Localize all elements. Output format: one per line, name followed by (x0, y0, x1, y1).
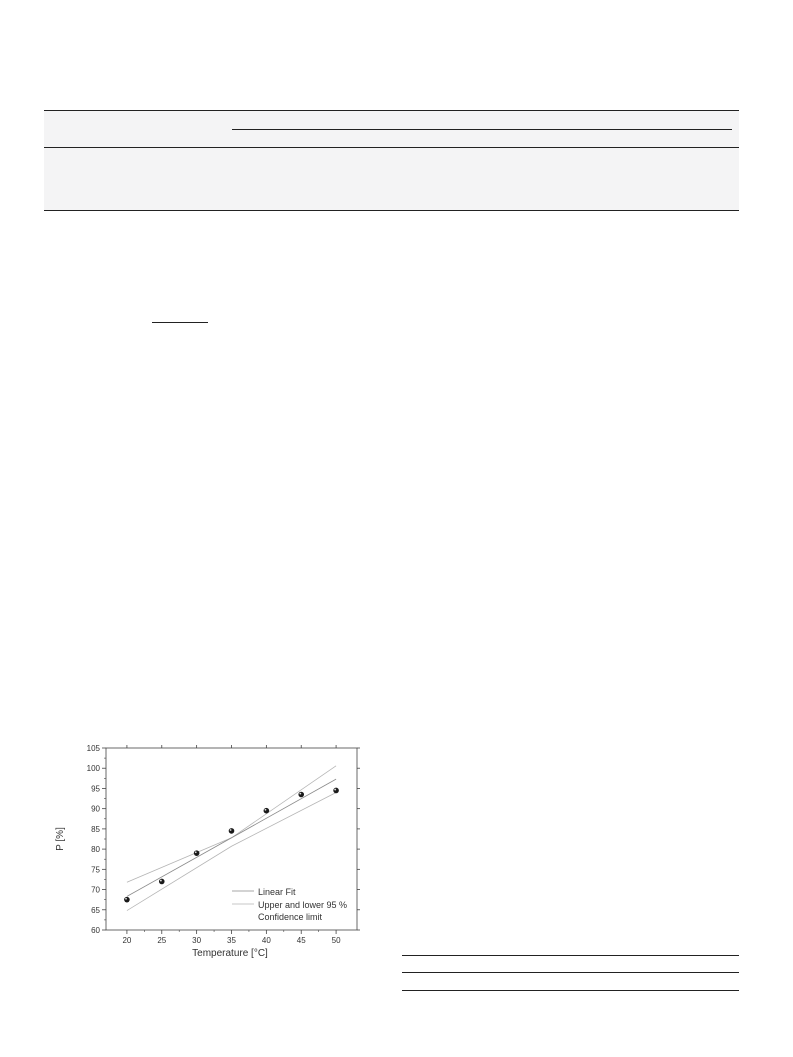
x-tick-label: 45 (296, 936, 306, 945)
data-point (124, 897, 130, 903)
y-tick-label: 90 (91, 804, 100, 814)
data-point (264, 808, 270, 814)
x-tick-label: 25 (157, 936, 167, 945)
table-top-rule (44, 110, 739, 111)
chart-points (124, 788, 339, 903)
legend-label-fit: Linear Fit (258, 887, 296, 897)
small-table-bottom-rule (402, 990, 739, 991)
table-bottom-rule (44, 210, 739, 211)
legend-label-confidence: Upper and lower 95 % (258, 900, 348, 910)
upper-95-confidence-line (127, 766, 336, 882)
data-point (159, 879, 165, 885)
chart-lines (127, 766, 336, 911)
data-point-highlight (265, 809, 267, 811)
small-table-top-rule (402, 955, 739, 956)
linear-fit-line (127, 779, 336, 896)
data-point-highlight (334, 789, 336, 791)
regression-chart (52, 735, 362, 965)
y-tick-label: 70 (91, 885, 100, 895)
y-tick-label: 75 (91, 865, 100, 875)
small-table-header-rule (402, 972, 739, 973)
x-tick-label: 30 (192, 936, 202, 945)
data-point (194, 850, 200, 856)
data-point (333, 788, 339, 794)
table-header-band (44, 110, 739, 210)
data-point (298, 792, 304, 798)
x-tick-label: 35 (227, 936, 236, 945)
y-tick-label: 85 (91, 824, 100, 834)
x-tick-label: 20 (122, 936, 132, 945)
data-point-highlight (195, 851, 197, 853)
y-tick-label: 60 (91, 926, 100, 935)
data-point-highlight (299, 793, 301, 795)
y-tick-label: 95 (91, 784, 100, 794)
data-point-highlight (125, 898, 127, 900)
x-tick-label: 50 (331, 936, 341, 945)
y-tick-label: 100 (86, 764, 100, 774)
data-point (229, 828, 235, 834)
legend-label-confidence-cont: Confidence limit (258, 912, 323, 922)
data-point-highlight (230, 829, 232, 831)
y-tick-label: 105 (86, 744, 100, 753)
x-axis-label: Temperature [°C] (192, 948, 268, 959)
data-point-highlight (160, 880, 162, 882)
chart-legend (232, 887, 347, 922)
x-tick-label: 40 (261, 936, 271, 945)
table-spanner-rule (232, 129, 732, 130)
lower-95-confidence-line (127, 792, 336, 910)
equation-fraction-bar (152, 322, 208, 323)
y-axis-label: P [%] (55, 827, 66, 851)
y-tick-label: 80 (91, 845, 100, 855)
table-header-rule (44, 147, 739, 148)
y-tick-label: 65 (91, 905, 100, 915)
